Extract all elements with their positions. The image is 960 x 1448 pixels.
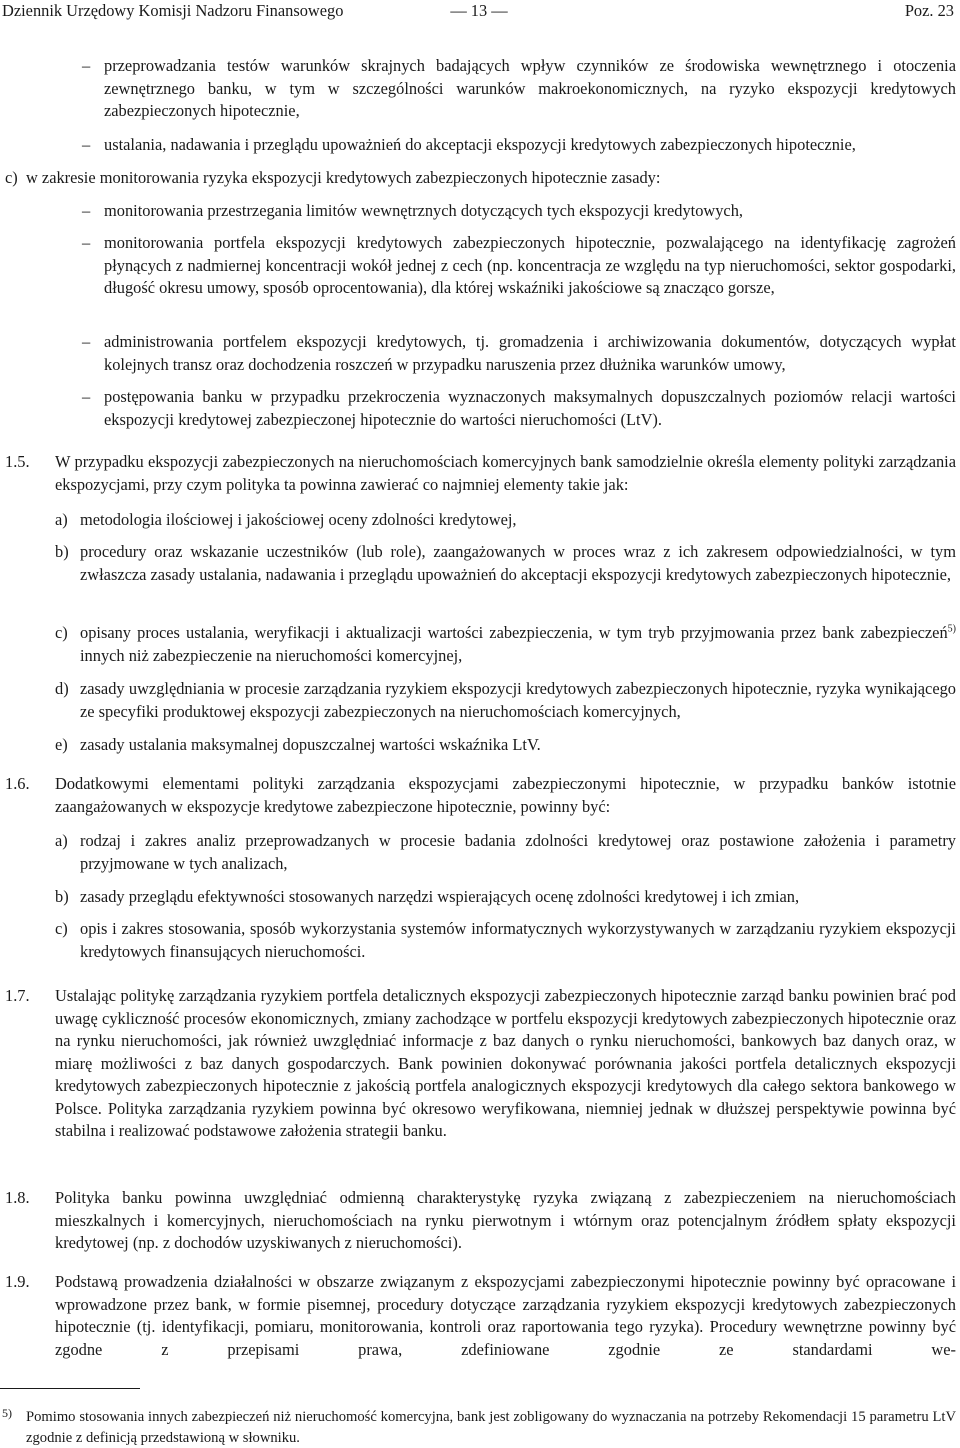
item-1-5-a: metodologia ilościowej i jakościowej oceny zdolności kredytowej, — [80, 510, 517, 529]
section-1-6: Dodatkowymi elementami polityki zarządzania ekspozycjami zabezpieczonymi hipotecznie, w przypadku banków istotnie zaangażowanych w ekspozycje kredytowe zabezpieczone hipotecznie, powinny być: — [55, 774, 956, 816]
item-marker: a) — [55, 831, 68, 850]
item-1-5-e: zasady ustalania maksymalnej dopuszczalnej wartości wskaźnika LtV. — [80, 735, 541, 754]
page-number: — 13 — — [450, 1, 508, 20]
dash-marker: – — [82, 56, 91, 75]
section-number: 1.5. — [5, 452, 30, 471]
item-marker: c) — [5, 168, 18, 187]
item-1-6-c: opis i zakres stosowania, sposób wykorzystania systemów informatycznych wykorzystywanych w zarządzaniu ryzykiem ekspozycji kredytowych finansujących nieruchomości. — [80, 919, 956, 961]
section-1-9: Podstawą prowadzenia działalności w obszarze związanym z ekspozycjami zabezpieczonymi hipotecznie powinny być opracowane i wprowadzone przez bank, w formie pisemnej, procedury dotyczące zarządzania ryzykiem ekspozycji kredytowych zabezpieczonych hipotecznie (tj. identyfikacji, pomiaru, monitorowania, kontroli oraz raportowania tego ryzyka). Procedury wewnętrzne powinny być zgodne z przepisami prawa, zdefiniowane zgodnie ze standardami we- — [55, 1272, 956, 1359]
item-1-6-b: zasady przeglądu efektywności stosowanych narzędzi wspierających ocenę zdolności kredytowej i ich zmian, — [80, 887, 800, 906]
item-1-6-a: rodzaj i zakres analiz przeprowadzanych w procesie badania zdolności kredytowej oraz postawione założenia i parametry przyjmowane w tych analizach, — [80, 831, 956, 873]
page-header — [0, 0, 960, 24]
list-item-stress-tests: przeprowadzania testów warunków skrajnych badających wpływ czynników ze środowiska wewnętrznego i otoczenia zewnętrznego banku, w tym w szczególności warunków makroekonomicznych, na ryzyko ekspozycji kredytowych zabezpieczonych hipotecznie, — [104, 56, 956, 120]
item-marker: b) — [55, 542, 69, 561]
list-item-monitoring: w zakresie monitorowania ryzyka ekspozycji kredytowych zabezpieczonych hipotecznie zasady: — [26, 168, 661, 187]
footnote-reference[interactable]: 5) — [947, 623, 956, 635]
section-number: 1.7. — [5, 986, 30, 1005]
section-1-8: Polityka banku powinna uwzględniać odmienną charakterystykę ryzyka związaną z zabezpieczeniem na nieruchomościach mieszkalnych i komercyjnych, nieruchomościach na rynku pierwotnym i wtórnym oraz potencjalnym źródłem spłaty ekspozycji kredytowej (np. z dochodów uzyskiwanych z nieruchomości). — [55, 1188, 956, 1252]
item-marker: c) — [55, 919, 68, 938]
item-marker: c) — [55, 623, 68, 642]
section-number: 1.8. — [5, 1188, 30, 1207]
dash-marker: – — [82, 201, 91, 220]
footnote-divider — [0, 1388, 140, 1389]
position-number: Poz. 23 — [904, 1, 954, 20]
item-1-5-b: procedury oraz wskazanie uczestników (lub role), zaangażowanych w proces wraz z ich zakresem odpowiedzialności, w tym zwłaszcza zasady ustalania, nadawania i przeglądu upoważnień do akceptacji ekspozycji kredytowych zabezpieczonych hipotecznie, — [80, 542, 956, 584]
list-item-authorizations: ustalania, nadawania i przeglądu upoważnień do akceptacji ekspozycji kredytowych zabezpieczonych hipotecznie, — [104, 135, 856, 154]
dash-marker: – — [82, 387, 91, 406]
dash-marker: – — [82, 332, 91, 351]
item-1-5-c — [80, 622, 956, 667]
footnote-text: Pomimo stosowania innych zabezpieczeń niż nieruchomość komercyjna, bank jest zobligowany do wyznaczania na potrzeby Rekomendacji 15 parametru LtV zgodnie z definicją przedstawioną w słowniku. — [26, 1409, 956, 1446]
footnote-marker: 5) — [2, 1406, 12, 1420]
item-1-5-c-text-end: innych niż zabezpieczenie na nieruchomości komercyjnej, — [80, 645, 463, 665]
section-number: 1.6. — [5, 774, 30, 793]
list-item-limits: monitorowania przestrzegania limitów wewnętrznych dotyczących tych ekspozycji kredytowych, — [104, 201, 744, 220]
item-1-5-d: zasady uwzględniania w procesie zarządzania ryzykiem ekspozycji kredytowych zabezpieczonych hipotecznie, ryzyka wynikającego ze specyfiki produktowej ekspozycji zabezpieczonych na nieruchomościach komercyjnych, — [80, 679, 956, 721]
item-marker: a) — [55, 510, 68, 529]
item-1-5-c-text: opisany proces ustalania, weryfikacji i aktualizacji wartości zabezpieczenia, w tym tryb przyjmowania przez bank zabezpieczeń — [80, 623, 948, 642]
section-1-7: Ustalając politykę zarządzania ryzykiem portfela detalicznych ekspozycji zabezpieczonych hipotecznie zarząd banku powinien brać pod uwagę cykliczność procesów ekonomicznych, zmiany zachodzące w portfelu ekspozycji kredytowych zabezpieczonych hipotecznie oraz na rynku nieruchomości, jak również uwzględniać informacje z baz danych o rynku nieruchomości, bankowych baz danych oraz, w miarę możliwości z baz danych gospodarczych. Bank powinien dokonywać porównania jakości portfela detalicznych ekspozycji kredytowych zabezpieczonych hipotecznie z jakością portfela analogicznych ekspozycji kredytowych dla całego sektora bankowego w Polsce. Polityka zarządzania ryzykiem powinna być okresowo weryfikowana, niemniej jednak w dłuższej perspektywie powinna być stabilna i realizować podstawowe założenia strategii banku. — [55, 986, 956, 1140]
dash-marker: – — [82, 135, 91, 154]
section-1-5: W przypadku ekspozycji zabezpieczonych na nieruchomościach komercyjnych bank samodzielnie określa elementy polityki zarządzania ekspozycjami, przy czym polityka ta powinna zawierać co najmniej elementy takie jak: — [55, 452, 956, 494]
section-number: 1.9. — [5, 1272, 30, 1291]
dash-marker: – — [82, 233, 91, 252]
item-marker: e) — [55, 735, 68, 754]
item-marker: b) — [55, 887, 69, 906]
list-item-portfolio: monitorowania portfela ekspozycji kredytowych zabezpieczonych hipotecznie, pozwalającego na identyfikację zagrożeń płynących z nadmiernej koncentracji wokół jednej z cech (np. koncentracja ze względu na typ nieruchomości, sektor gospodarki, długość okresu umowy, sposób oprocentowania), dla której wskaźniki jakościowe są znacząco gorsze, — [104, 233, 956, 297]
journal-title: Dziennik Urzędowy Komisji Nadzoru Finansowego — [2, 1, 344, 20]
item-marker: d) — [55, 679, 69, 698]
list-item-administration: administrowania portfelem ekspozycji kredytowych, tj. gromadzenia i archiwizowania dokumentów, dotyczących wypłat kolejnych transz oraz dochodzenia roszczeń w przypadku naruszenia przez dłużnika warunków umowy, — [104, 332, 956, 374]
list-item-ltv: postępowania banku w przypadku przekroczenia wyznaczonych maksymalnych dopuszczalnych poziomów relacji wartości ekspozycji kredytowej zabezpieczonej hipotecznie do wartości nieruchomości (LtV). — [104, 387, 956, 429]
